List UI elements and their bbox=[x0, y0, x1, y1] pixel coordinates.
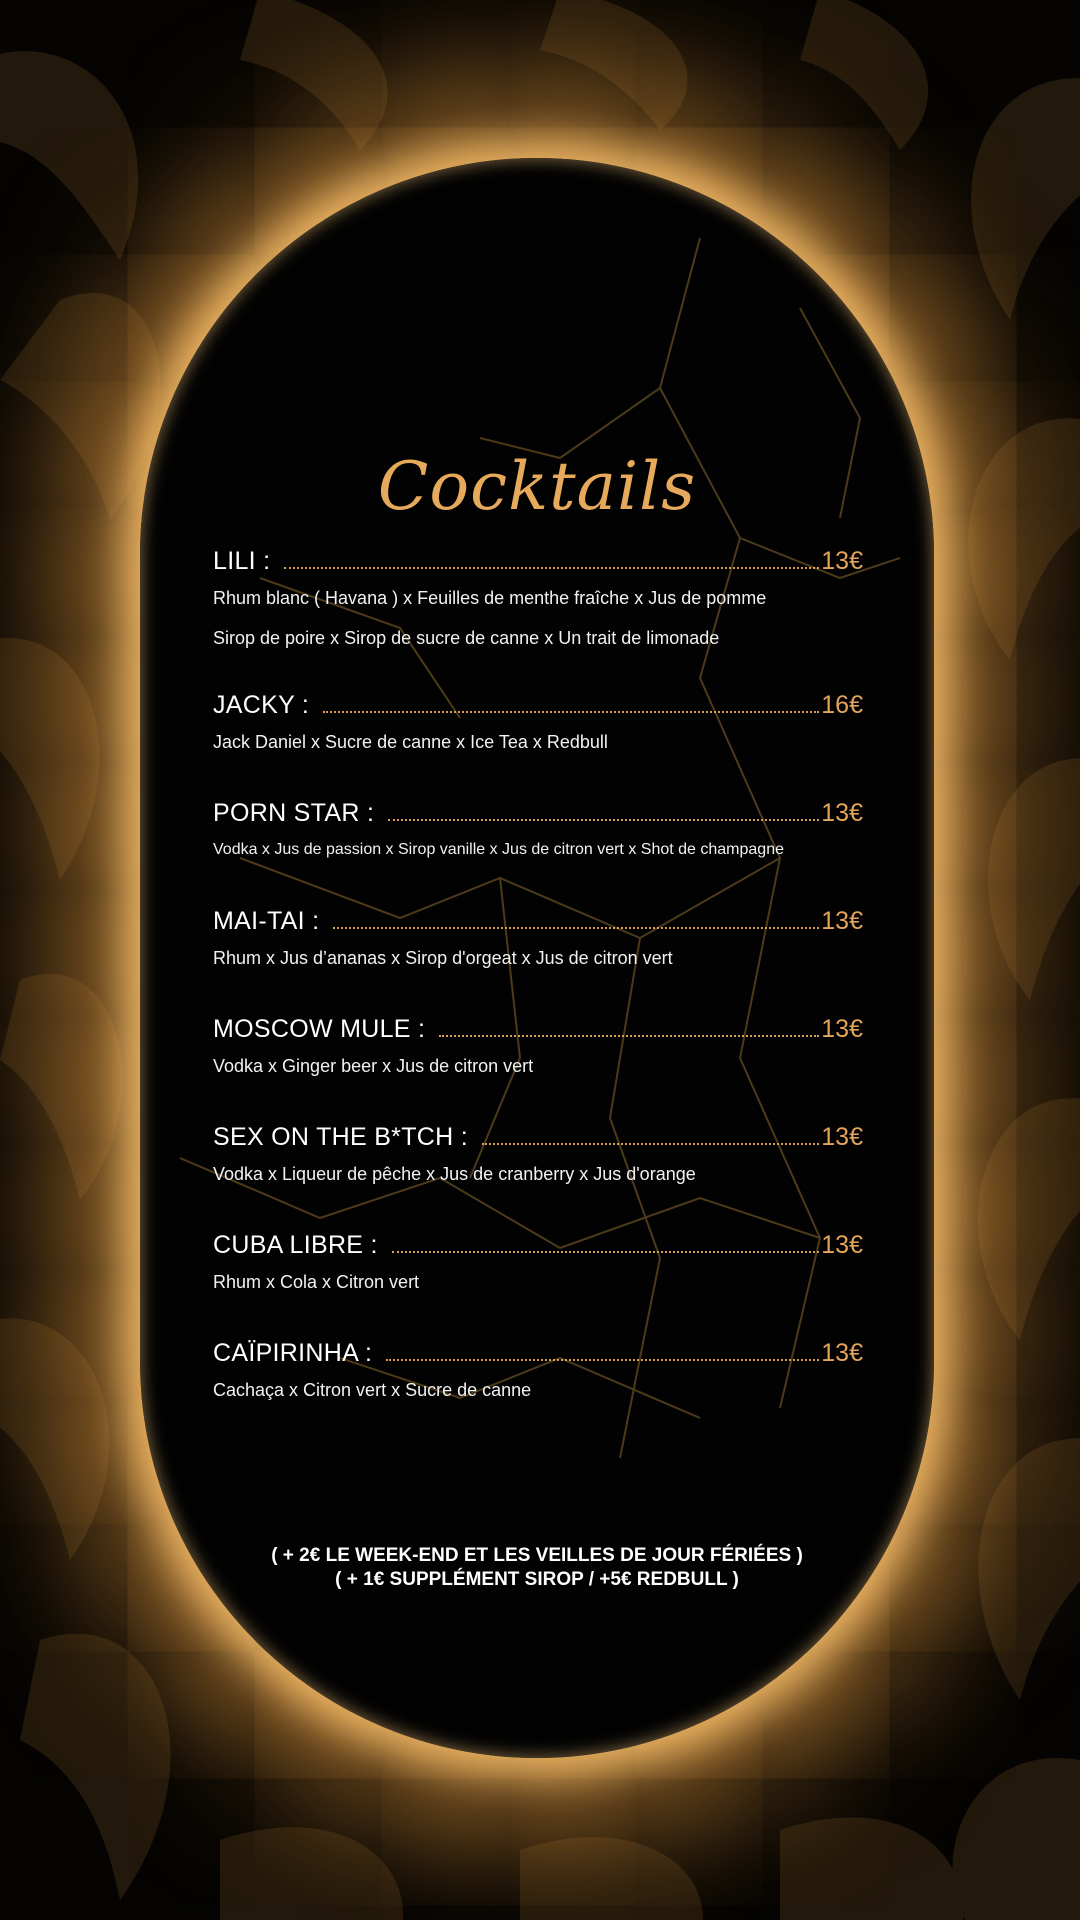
item-price: 13€ bbox=[821, 1339, 863, 1367]
menu-item bbox=[213, 1008, 863, 1116]
item-price: 13€ bbox=[821, 907, 863, 935]
item-price: 13€ bbox=[821, 1015, 863, 1043]
item-name: MAI-TAI : bbox=[213, 907, 320, 935]
item-description: Vodka x Ginger beer x Jus de citron vert bbox=[213, 1056, 534, 1076]
menu-item bbox=[213, 1116, 863, 1224]
item-price: 13€ bbox=[821, 799, 863, 827]
menu-item bbox=[213, 792, 863, 900]
item-price: 16€ bbox=[821, 691, 863, 719]
item-description: Cachaça x Citron vert x Sucre de canne bbox=[213, 1380, 532, 1400]
item-name: PORN STAR : bbox=[213, 799, 375, 827]
item-name: JACKY : bbox=[213, 691, 310, 719]
item-name: SEX ON THE B*TCH : bbox=[213, 1123, 468, 1151]
item-description: Rhum blanc ( Havana ) x Feuilles de menthe fraîche x Jus de pomme bbox=[213, 588, 767, 608]
supplement-note: ( + 1€ SUPPLÉMENT SIROP / +5€ REDBULL ) bbox=[335, 1569, 739, 1590]
item-name: MOSCOW MULE : bbox=[213, 1015, 426, 1043]
item-price: 13€ bbox=[821, 547, 863, 575]
dotted-leader bbox=[392, 1251, 820, 1253]
dotted-leader bbox=[323, 711, 819, 713]
menu-item bbox=[213, 684, 863, 792]
dotted-leader bbox=[482, 1143, 819, 1145]
item-price: 13€ bbox=[821, 1123, 863, 1151]
item-description: Vodka x Jus de passion x Sirop vanille x Jus de citron vert x Shot de champagne bbox=[213, 841, 784, 858]
menu-item bbox=[213, 900, 863, 1008]
item-description: Sirop de poire x Sirop de sucre de canne x Un trait de limonade bbox=[213, 628, 720, 648]
item-name: CUBA LIBRE : bbox=[213, 1231, 378, 1259]
item-description: Vodka x Liqueur de pêche x Jus de cranberry x Jus d'orange bbox=[213, 1164, 696, 1184]
weekend-note: ( + 2€ LE WEEK-END ET LES VEILLES DE JOUR FÉRIÉES ) bbox=[271, 1545, 803, 1566]
menu-item bbox=[213, 1224, 863, 1332]
dotted-leader bbox=[439, 1035, 819, 1037]
menu-item bbox=[213, 1332, 863, 1440]
dotted-leader bbox=[333, 927, 819, 929]
item-description: Rhum x Jus d’ananas x Sirop d'orgeat x Jus de citron vert bbox=[213, 948, 673, 968]
price-notes bbox=[140, 1544, 934, 1592]
item-name: LILI : bbox=[213, 547, 271, 575]
item-description: Rhum x Cola x Citron vert bbox=[213, 1272, 420, 1292]
item-price: 13€ bbox=[821, 1231, 863, 1259]
item-description: Jack Daniel x Sucre de canne x Ice Tea x Redbull bbox=[213, 732, 608, 752]
dotted-leader bbox=[388, 819, 819, 821]
dotted-leader bbox=[386, 1359, 819, 1361]
dotted-leader bbox=[284, 567, 819, 569]
cocktail-list bbox=[213, 540, 863, 1440]
menu-item bbox=[213, 540, 863, 684]
menu-panel bbox=[140, 158, 934, 1758]
item-name: CAÏPIRINHA : bbox=[213, 1339, 373, 1367]
menu-title: Cocktails bbox=[377, 448, 697, 525]
